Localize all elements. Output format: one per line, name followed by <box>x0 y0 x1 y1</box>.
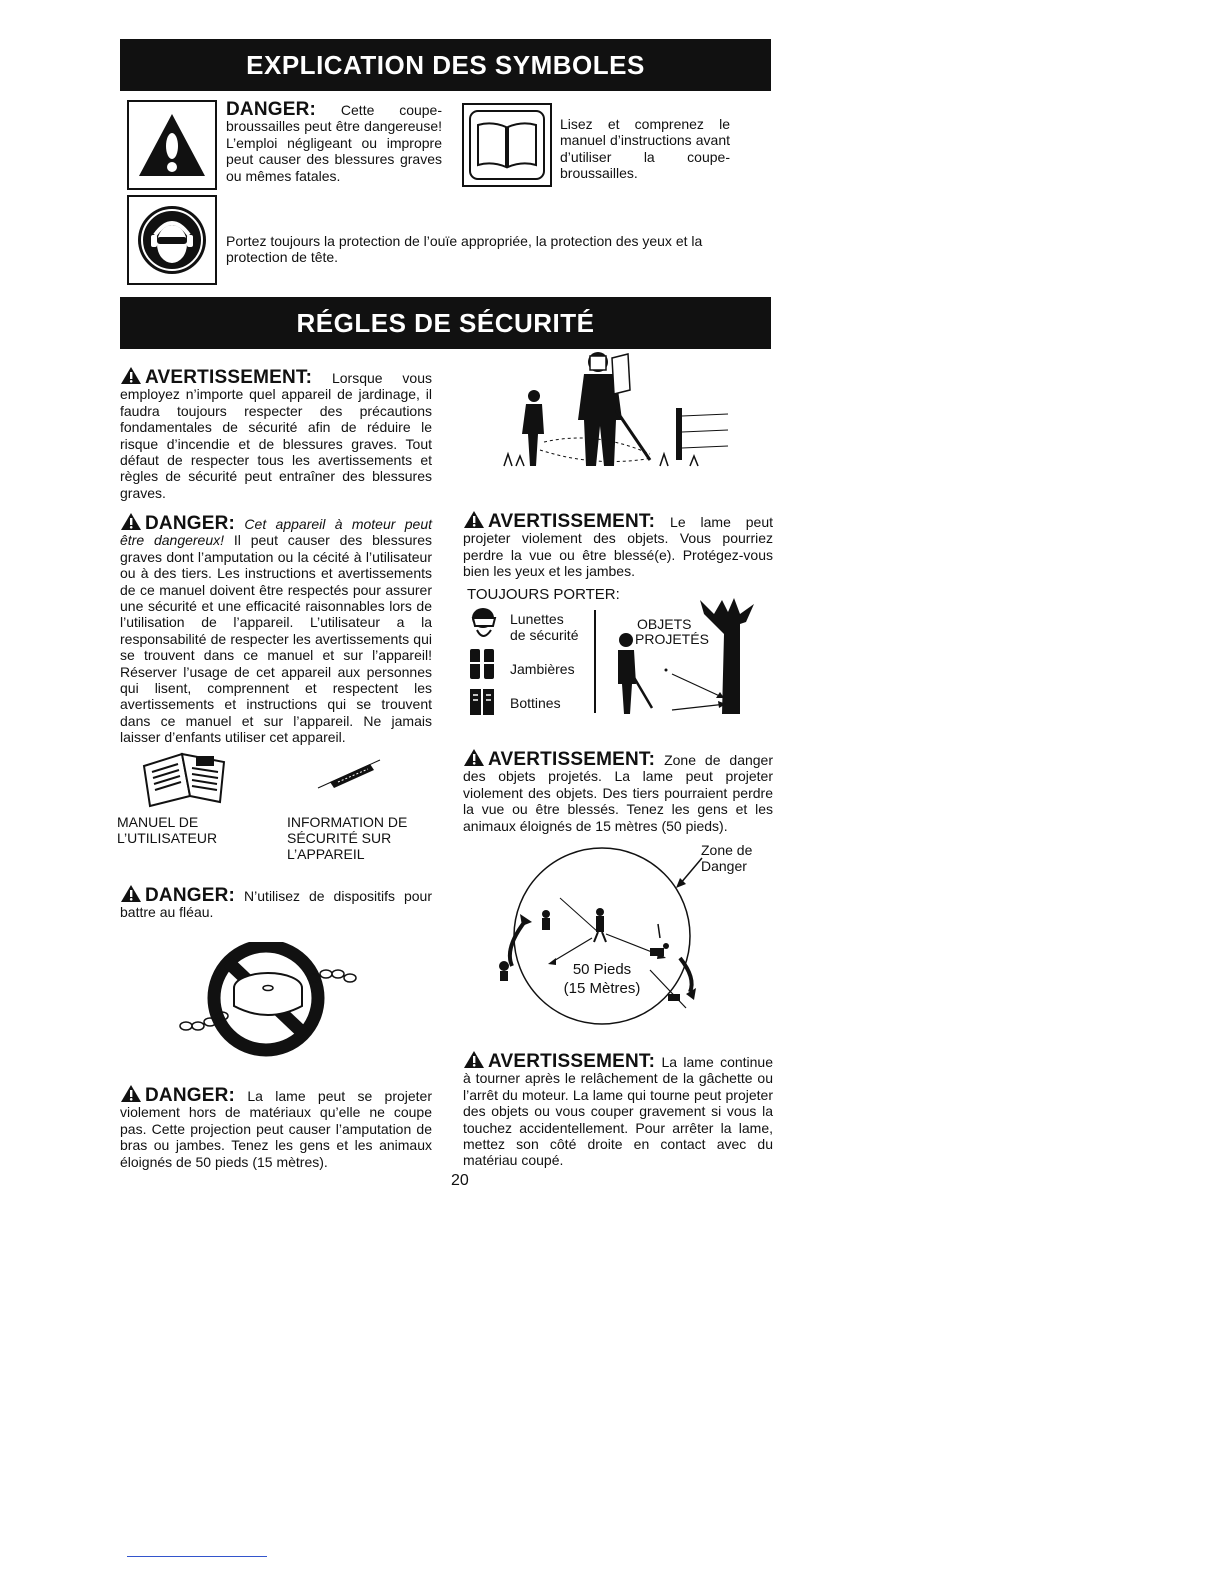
distance-line-1: 50 Pieds <box>572 961 632 978</box>
danger-2-italic: Cet appareil à moteur peut être dangereux! <box>120 516 432 549</box>
warning-triangle-icon <box>120 512 142 531</box>
manual-caption-line-1: MANUEL DE <box>117 814 199 830</box>
info-caption-line-2: SÉCURITÉ SUR <box>287 830 392 846</box>
warning-2-text: Le lame peut projeter violement des objets. Vous pourriez perdre la vue ou être blessé(e). Protégez-vous bien les yeux et les jambes. <box>463 514 774 580</box>
danger-2-text: Il peut causer des blessures graves dont l’amputation ou la cécité à l’utilisateur ou à des tiers. Les instructions et avertissements de ce manuel doivent être respectés pour assurer une sécurité et une efficacité raisonnables lors de l’utilisation de l’appareil. L’utilisateur a la responsabilité de respecter les avertissements qui se trouvent dans ce manuel et sur l’appareil! Réserver l’usage de cet appareil aux personnes qui lisent, comprennent et respectent les avertissements et instructions qui se trouvent dans ce manuel et sur l’appareil. Ne jamais laisser d’enfants utiliser cet appareil. <box>120 532 432 746</box>
manual-caption-line-2: L’UTILISATEUR <box>117 830 218 846</box>
manual-symbol-text: Lisez et comprenez le manuel d’instructions avant d’utiliser la coupe-broussailles. <box>560 116 730 182</box>
danger-3 <box>120 884 432 921</box>
danger-3-text: N’utilisez de dispositifs pour battre au fléau. <box>120 888 433 921</box>
danger-2-heading: DANGER: <box>145 513 236 534</box>
info-caption <box>287 814 407 862</box>
projected-objects-illustration <box>604 594 776 718</box>
danger-symbol-text <box>226 99 442 184</box>
banner-symbols: EXPLICATION DES SYMBOLES <box>120 39 771 91</box>
distance-line-2: (15 Mètres) <box>563 980 641 997</box>
danger-4-heading: DANGER: <box>145 1085 236 1106</box>
projected-objects-label <box>637 617 709 647</box>
manual-caption <box>117 814 217 846</box>
warning-3 <box>463 748 773 834</box>
protection-symbol-box <box>127 195 217 285</box>
warning-triangle-icon <box>463 510 485 529</box>
always-wear-label: TOUJOURS PORTER: <box>467 586 620 603</box>
user-manual-illustration <box>140 748 230 810</box>
projected-objects-line-1: OBJETS <box>637 616 692 632</box>
danger-4-text: La lame peut se projeter violement hors de matériaux qu’elle ne coupe pas. Cette projection peut causer l’amputation de bras ou jambes. Tenez les gens et les animaux éloignés de 50 pieds (15 mètres). <box>120 1088 433 1170</box>
warning-2-heading: AVERTISSEMENT: <box>488 511 656 532</box>
ppe-divider <box>594 610 596 713</box>
warning-3-text: Zone de danger des objets projetés. La lame peut projeter violement des objets. Des tiers pourraient perdre la vue ou être blessés. Tenez les gens et les animaux éloignés de 15 mètres (50 pieds). <box>463 752 774 834</box>
warning-1 <box>120 366 432 501</box>
warning-triangle-icon <box>463 748 485 767</box>
danger-3-heading: DANGER: <box>145 885 236 906</box>
danger-heading: DANGER: <box>226 99 317 120</box>
item-glasses-line-2: de sécurité <box>510 627 579 643</box>
item-glasses-line-1: Lunettes <box>510 611 564 627</box>
danger-zone-label <box>701 842 752 874</box>
warning-triangle-icon <box>129 102 215 188</box>
ear-eye-head-protection-icon <box>129 197 215 283</box>
danger-description: Cette coupe-broussailles peut être dangereuse! L’emploi négligeant ou impropre peut causer des blessures graves ou mêmes fatales. <box>226 102 442 184</box>
warning-4-heading: AVERTISSEMENT: <box>488 1051 656 1072</box>
danger-zone-line-2: Danger <box>701 858 747 874</box>
boot-icon <box>467 687 497 717</box>
warning-1-text: Lorsque vous employez n’importe quel appareil de jardinage, il faudra toujours respecter des précautions fondamentales de sécurité afin de réduire le risque d’incendie et de blessures graves. Tout défaut de respecter tous les avertissements et règles de sécurité peut entraîner des blessures graves. <box>120 370 432 501</box>
item-boots: Bottines <box>510 695 561 711</box>
danger-symbol-box <box>127 100 217 190</box>
projected-objects-line-2: PROJETÉS <box>635 631 709 647</box>
danger-zone-line-1: Zone de <box>701 842 753 858</box>
danger-4 <box>120 1084 432 1170</box>
item-shin-guards: Jambières <box>510 661 575 677</box>
item-glasses <box>510 611 578 643</box>
manual-symbol-box <box>462 103 552 187</box>
protection-text: Portez toujours la protection de l’ouïe appropriée, la protection des yeux et la protection de tête. <box>226 233 703 266</box>
open-book-icon <box>464 105 550 185</box>
footer-rule <box>127 1556 267 1557</box>
danger-zone-diagram <box>490 838 710 1028</box>
warning-2 <box>463 510 773 580</box>
warning-3-heading: AVERTISSEMENT: <box>488 749 656 770</box>
danger-2 <box>120 512 432 746</box>
shin-guard-icon <box>467 647 497 681</box>
warning-triangle-icon <box>120 1084 142 1103</box>
operator-and-bystander-illustration <box>500 350 732 472</box>
warning-1-heading: AVERTISSEMENT: <box>145 367 313 388</box>
banner-rules: RÉGLES DE SÉCURITÉ <box>120 297 771 349</box>
distance-label <box>552 960 652 998</box>
warning-triangle-icon <box>463 1050 485 1069</box>
info-caption-line-1: INFORMATION DE <box>287 814 408 830</box>
page-number: 20 <box>451 1172 469 1189</box>
warning-triangle-icon <box>120 366 142 385</box>
safety-label-illustration <box>312 758 384 792</box>
flail-prohibited-illustration <box>168 942 364 1058</box>
warning-4 <box>463 1050 773 1169</box>
info-caption-line-3: L’APPAREIL <box>287 846 365 862</box>
safety-glasses-icon <box>467 606 499 642</box>
warning-triangle-icon <box>120 884 142 903</box>
warning-4-text: La lame continue à tourner après le relâchement de la gâchette ou l’arrêt du moteur. La lame qui tourne peut projeter des objets ou vous couper gravement si vous la touchez accidentellement. Pour arrêter la lame, mettez son côté droite en contact avec du matériau coupé. <box>463 1054 773 1169</box>
